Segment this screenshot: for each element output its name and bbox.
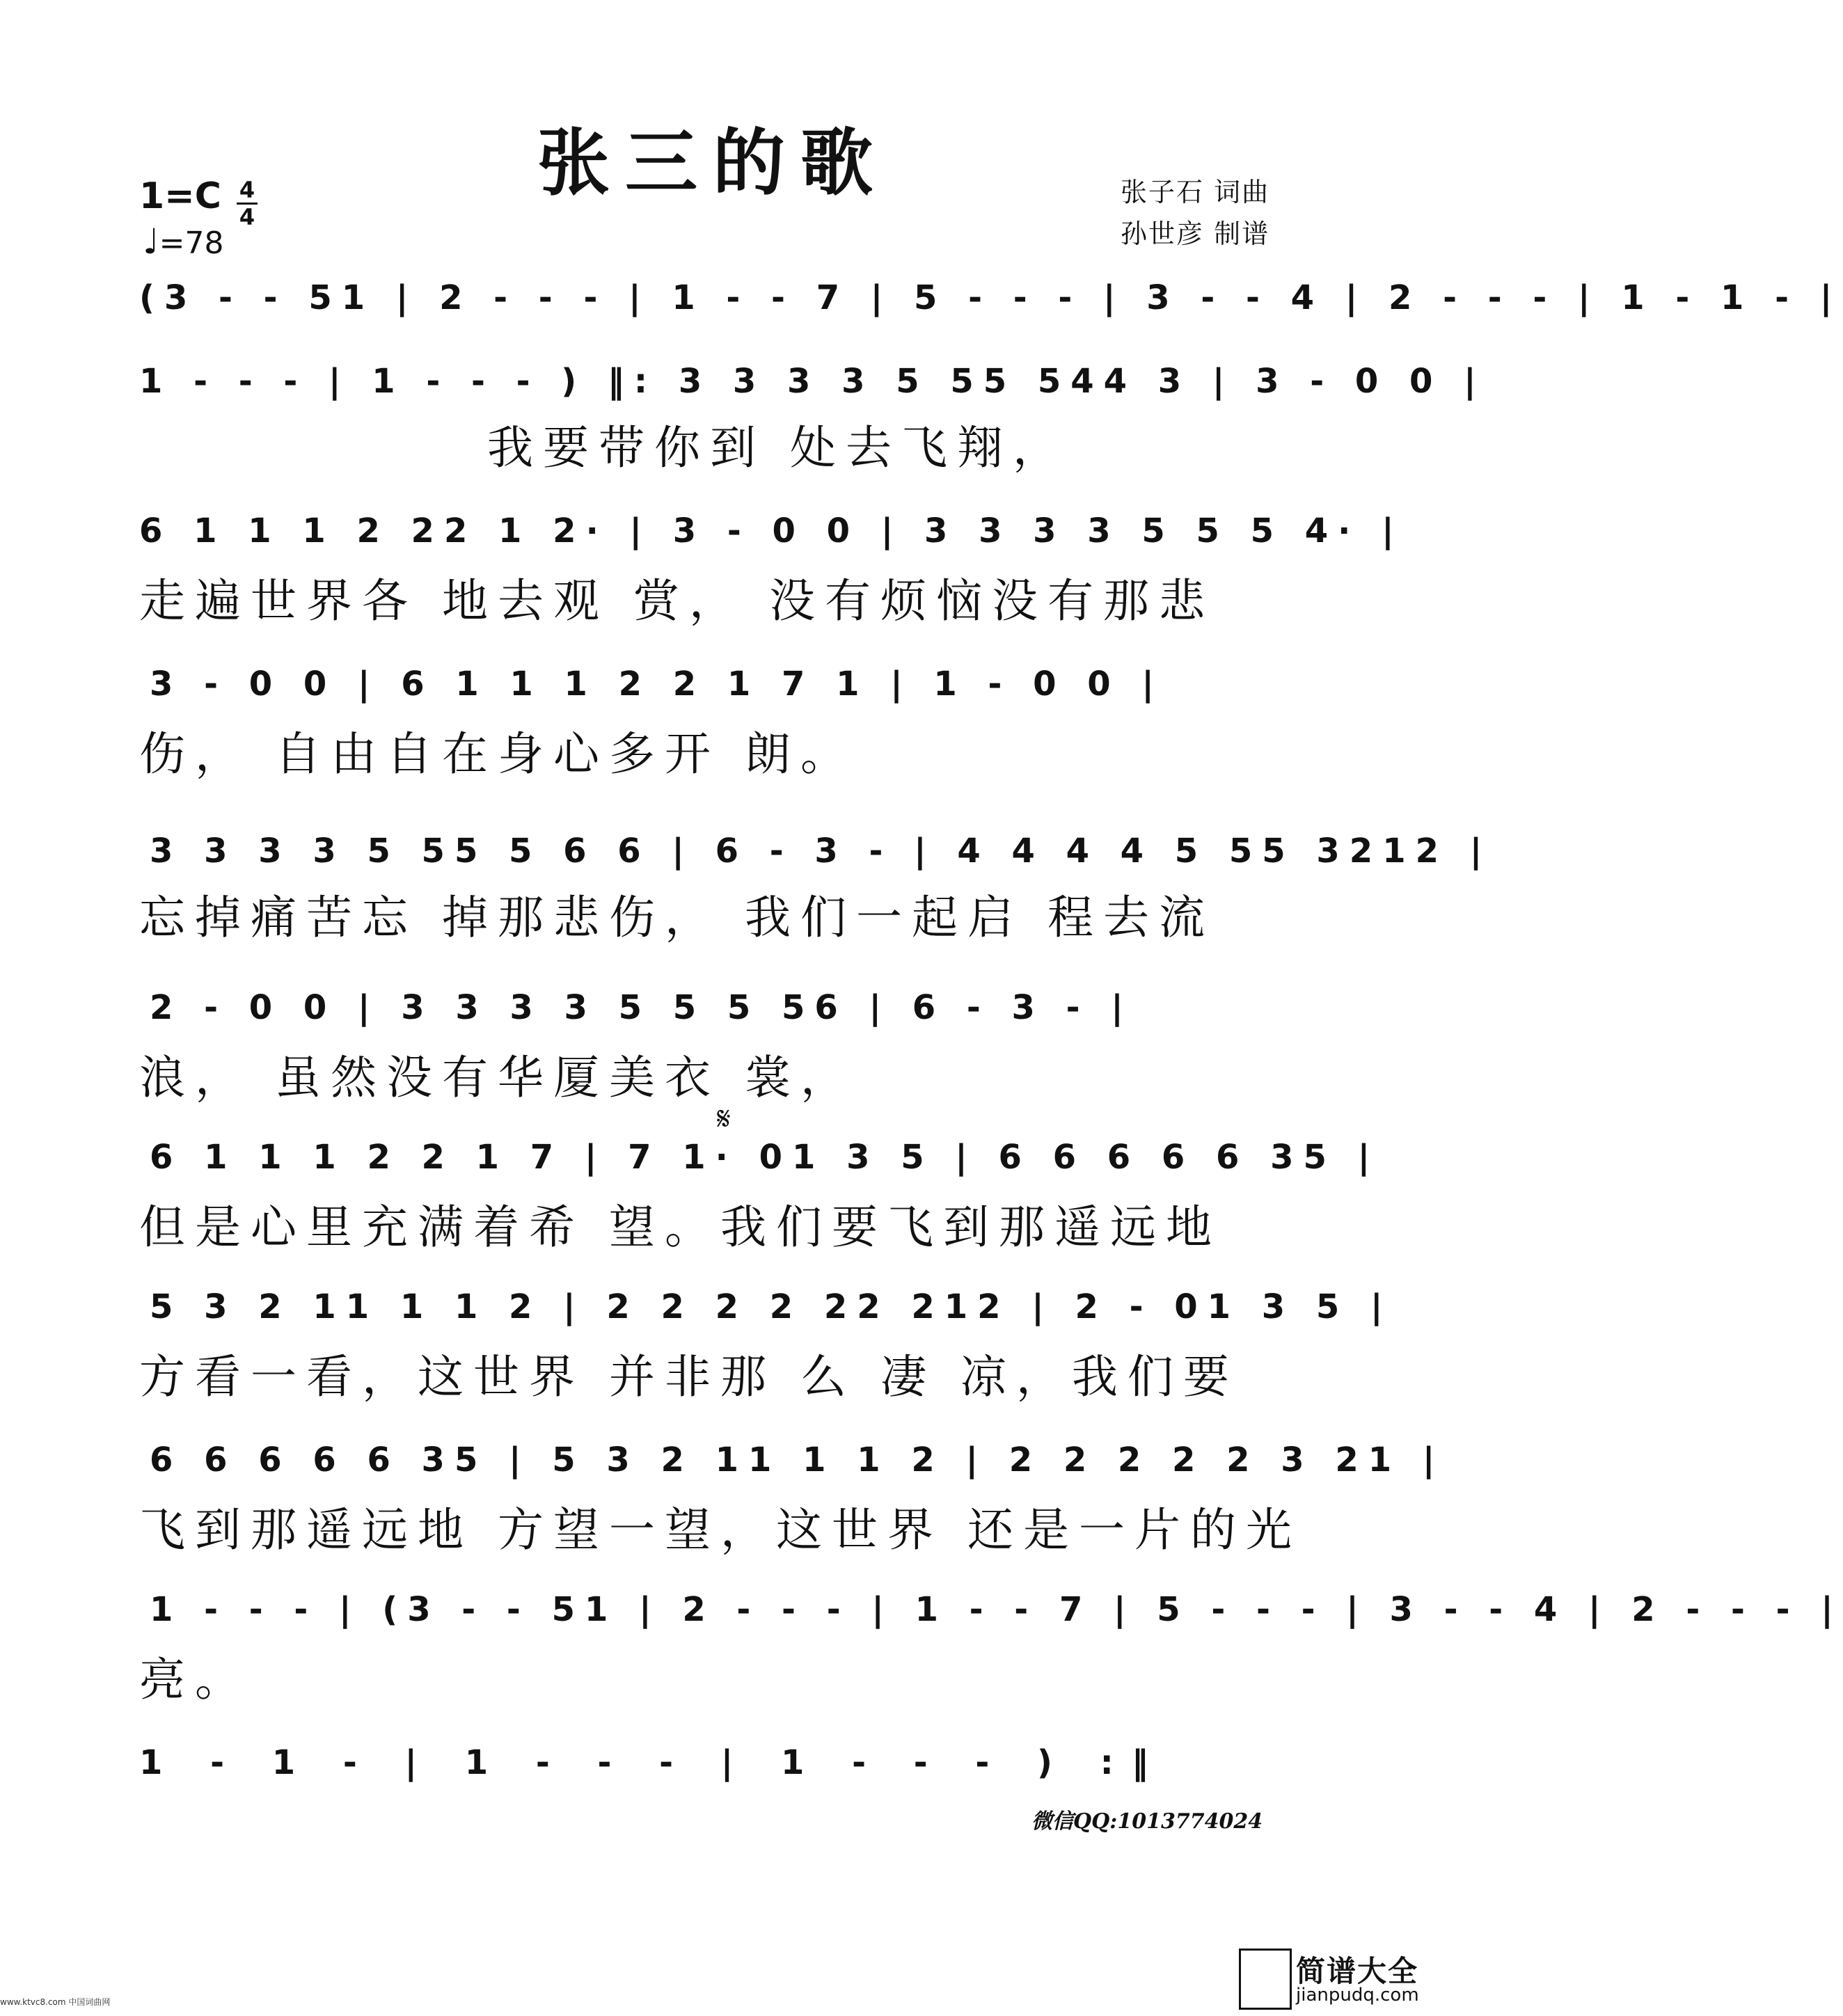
lyrics-row-2: 我要带你到 处去飞翔， (487, 421, 1068, 475)
lyrics-row-9: 飞到那遥远地 方望一望，这世界 还是一片的光 (139, 1503, 1302, 1557)
notation-row-3: 6 1 1 1 2 22 1 2· | 3 - 0 0 | 3 3 3 3 5 5 5 4· | (139, 511, 1404, 550)
notation-row-7: 6 1 1 1 2 2 1 7 | 7 1· 01 3 5 | 6 6 6 6 6 35 | (150, 1138, 1380, 1177)
tempo-marking (143, 221, 223, 262)
logo-url: jianpudq.com (1296, 1985, 1419, 2006)
notation-row-9: 6 6 6 6 6 35 | 5 3 2 11 1 1 2 | 2 2 2 2 2 3 21 | (150, 1440, 1445, 1479)
lyrics-row-6: 浪， 虽然没有华厦美衣 裳， (139, 1051, 856, 1104)
lyrics-row-10: 亮。 (139, 1653, 251, 1706)
footer-small-text: www.ktvc8.com 中国词曲网 (0, 1997, 111, 2007)
lyrics-row-8: 方看一看，这世界 并非那 么 凄 凉，我们要 (139, 1350, 1239, 1404)
lyrics-row-7: 但是心里充满着希 望。我们要飞到那遥远地 (139, 1200, 1221, 1254)
credit-lyricist-composer: 张子石 词曲 (1121, 177, 1270, 207)
lyrics-row-3: 走遍世界各 地去观 赏， 没有烦恼没有那悲 (139, 574, 1215, 628)
credit-arranger: 孙世彦 制谱 (1121, 219, 1270, 249)
logo-name: 简谱大全 (1296, 1954, 1419, 1988)
contact-info: 微信QQ:1013774024 (1031, 1809, 1263, 1834)
lyrics-row-4: 伤， 自由自在身心多开 朗。 (139, 727, 856, 781)
notation-row-8: 5 3 2 11 1 1 2 | 2 2 2 2 22 212 | 2 - 01 3 5 | (150, 1287, 1393, 1326)
time-signature (237, 177, 258, 230)
piano-keys-icon (1239, 1948, 1292, 2010)
notation-row-4: 3 - 0 0 | 6 1 1 1 2 2 1 7 1 | 1 - 0 0 | (150, 665, 1164, 704)
notation-row-2: 1 - - - | 1 - - - ) ‖: 3 3 3 3 5 55 544 3 | 3 - 0 0 | (139, 362, 1486, 401)
tempo-value: =78 (159, 225, 224, 261)
lyrics-row-5: 忘掉痛苦忘 掉那悲伤， 我们一起启 程去流 (139, 891, 1215, 944)
notation-row-1: (3 - - 51 | 2 - - - | 1 - - 7 | 5 - - - | 3 - - 4 | 2 - - - | 1 - 1 - | (139, 278, 1842, 317)
time-signature-bottom: 4 (239, 204, 255, 230)
time-signature-top: 4 (239, 177, 255, 203)
notation-row-5: 3 3 3 3 5 55 5 6 6 | 6 - 3 - | 4 4 4 4 5 55 3212 | (150, 832, 1492, 871)
site-logo[interactable] (1239, 1948, 1420, 2011)
notation-row-6: 2 - 0 0 | 3 3 3 3 5 5 5 56 | 6 - 3 - | (150, 988, 1133, 1027)
notation-row-10: 1 - - - | (3 - - 51 | 2 - - - | 1 - - 7 | 5 - - - | 3 - - 4 | 2 - - - | (150, 1590, 1843, 1629)
segno-sign: 𝄋 (717, 1100, 731, 1137)
notation-row-11: 1 - 1 - | 1 - - - | 1 - - - ) :‖ (139, 1743, 1166, 1782)
key-signature: 1=C (139, 175, 221, 217)
quarter-note-icon: ♩ (143, 221, 159, 262)
song-title: 张三的歌 (537, 120, 888, 205)
